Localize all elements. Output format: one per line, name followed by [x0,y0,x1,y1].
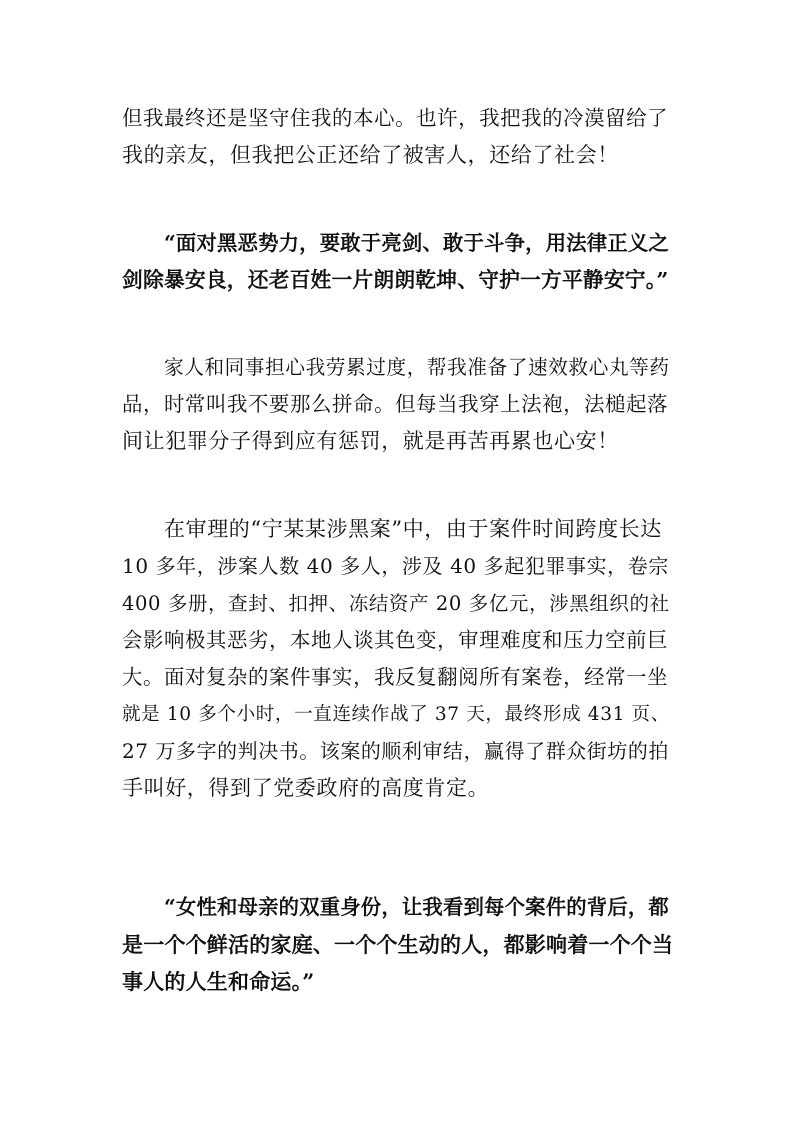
quote-line: “面对黑恶势力，要敢于亮剑、敢于斗争，用法律正义之 [164,231,669,255]
paragraph-line: 我的亲友，但我把公正还给了被害人，还给了社会！ [122,143,619,167]
quote-line: 剑除暴安良，还老百姓一片朗朗乾坤、守护一方平静安宁。” [122,268,669,292]
quote-woman-mother [122,889,674,1000]
paragraph-family-concern [122,349,674,460]
paragraph-line: 家人和同事担心我劳累过度，帮我准备了速效救心丸等药 [164,356,670,379]
paragraph-case-trial [122,511,674,807]
paragraph-line: 400 多册，查封、扣押、冻结资产 20 多亿元，涉黑组织的社 [122,592,670,615]
paragraph-line: 手叫好，得到了党委政府的高度肯定。 [122,776,490,800]
paragraph-line: 会影响极其恶劣，本地人谈其色变，审理难度和压力空前巨 [122,628,669,652]
paragraph-line: 但我最终还是坚守住我的本心。也许，我把我的冷漠留给了 [122,106,669,130]
quote-line: 事人的人生和命运。” [122,969,315,994]
paragraph-line: 品，时常叫我不要那么拼命。但每当我穿上法袍，法槌起落 [122,392,669,416]
paragraph-line: 27 万多字的判决书。该案的顺利审结，赢得了群众街坊的拍 [122,739,669,763]
paragraph-conscience [122,100,674,174]
quote-justice [122,225,674,299]
paragraph-line: 就是 10 多个小时，一直连续作战了 37 天，最终形成 431 页、 [122,704,670,725]
paragraph-line: 在审理的“宁某某涉黑案”中，由于案件时间跨度长达 [164,517,662,541]
paragraph-line: 10 多年，涉案人数 40 多人，涉及 40 多起犯罪事实，卷宗 [122,554,669,578]
quote-line: “女性和母亲的双重身份，让我看到每个案件的背后，都 [164,895,669,919]
paragraph-line: 间让犯罪分子得到应有惩罚，就是再苦再累也心安！ [122,429,619,453]
paragraph-line: 大。面对复杂的案件事实，我反复翻阅所有案卷，经常一坐 [122,665,669,689]
quote-line: 是一个个鲜活的家庭、一个个生动的人，都影响着一个个当 [122,932,674,957]
